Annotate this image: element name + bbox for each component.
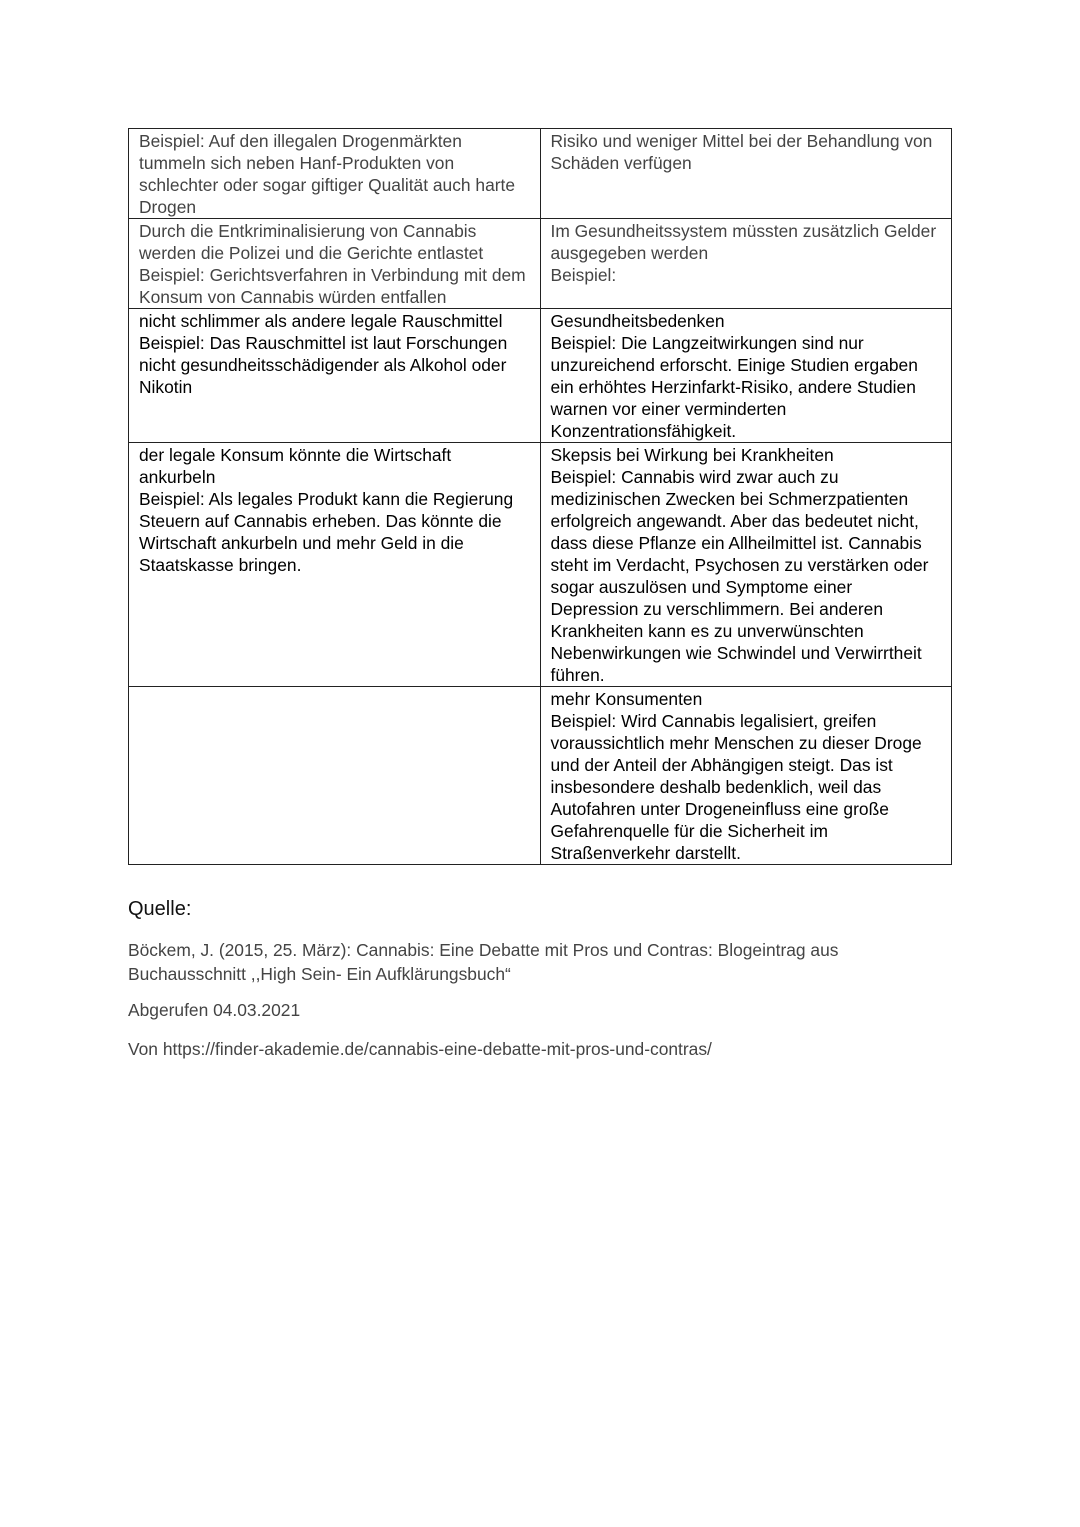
cell-line: Beispiel: Gerichtsverfahren in Verbindung mit dem <box>139 265 526 285</box>
cell-line: Durch die Entkriminalisierung von Cannabis <box>139 221 477 241</box>
cell-line: führen. <box>550 665 605 685</box>
table-row <box>129 129 952 219</box>
retrieved-date: Abgerufen 04.03.2021 <box>128 1000 301 1020</box>
cell-line: Konzentrationsfähigkeit. <box>550 421 737 441</box>
table-row <box>129 443 952 687</box>
cell-line: medizinischen Zwecken bei Schmerzpatienten <box>550 489 909 509</box>
pro-cell <box>129 219 541 309</box>
contra-cell <box>540 309 952 443</box>
cell-line: Beispiel: Das Rauschmittel ist laut Forschungen <box>139 333 508 353</box>
cell-line: der legale Konsum könnte die Wirtschaft <box>139 445 452 465</box>
pro-cell-empty <box>129 687 541 865</box>
cell-line: steht im Verdacht, Psychosen zu verstärken oder <box>550 555 929 575</box>
table-row <box>129 687 952 865</box>
cell-line: Konsum von Cannabis würden entfallen <box>139 287 447 307</box>
cell-line: tummeln sich neben Hanf-Produkten von <box>139 153 455 173</box>
cell-line: Schäden verfügen <box>550 153 692 173</box>
cell-line: unzureichend erforscht. Einige Studien ergaben <box>550 355 918 375</box>
cell-line: Nebenwirkungen wie Schwindel und Verwirrtheit <box>550 643 922 663</box>
cell-line: dass diese Pflanze ein Allheilmittel ist. Cannabis <box>550 533 922 553</box>
cell-line: Autofahren unter Drogeneinfluss eine große <box>550 799 889 819</box>
pro-contra-table <box>128 128 952 865</box>
cell-line: Gesundheitsbedenken <box>550 311 725 331</box>
cell-line: ankurbeln <box>139 467 216 487</box>
pro-cell <box>129 443 541 687</box>
cell-line: nicht schlimmer als andere legale Rauschmittel <box>139 311 503 331</box>
cell-line: Skepsis bei Wirkung bei Krankheiten <box>550 445 834 465</box>
citation-line: Böckem, J. (2015, 25. März): Cannabis: Eine Debatte mit Pros und Contras: Blogeintrag aus <box>128 940 839 960</box>
cell-line: werden die Polizei und die Gerichte entlastet <box>139 243 484 263</box>
cell-line: erfolgreich angewandt. Aber das bedeutet nicht, <box>550 511 919 531</box>
table-row <box>129 219 952 309</box>
contra-cell <box>540 219 952 309</box>
cell-line: Beispiel: <box>550 265 617 285</box>
cell-line: Straßenverkehr darstellt. <box>550 843 741 863</box>
pro-cell <box>129 309 541 443</box>
cell-line: warnen vor einer verminderten <box>550 399 787 419</box>
cell-line: nicht gesundheitsschädigender als Alkohol oder <box>139 355 507 375</box>
cell-line: Beispiel: Als legales Produkt kann die Regierung <box>139 489 514 509</box>
citation-line: Buchausschnitt ,,High Sein- Ein Aufklärungsbuch“ <box>128 964 511 984</box>
cell-line: sogar auszulösen und Symptome einer <box>550 577 853 597</box>
cell-line: Beispiel: Auf den illegalen Drogenmärkten <box>139 131 462 151</box>
contra-cell <box>540 687 952 865</box>
cell-line: insbesondere deshalb bedenklich, weil das <box>550 777 882 797</box>
contra-cell <box>540 443 952 687</box>
cell-line: Krankheiten kann es zu unverwünschten <box>550 621 864 641</box>
cell-line: Drogen <box>139 197 197 217</box>
cell-line: mehr Konsumenten <box>550 689 703 709</box>
cell-line: Beispiel: Cannabis wird zwar auch zu <box>550 467 839 487</box>
cell-line: Beispiel: Die Langzeitwirkungen sind nur <box>550 333 864 353</box>
table-row <box>129 309 952 443</box>
cell-line: Im Gesundheitssystem müssten zusätzlich Gelder <box>550 221 937 241</box>
cell-line: Nikotin <box>139 377 193 397</box>
cell-line: Gefahrenquelle für die Sicherheit im <box>550 821 828 841</box>
cell-line: ein erhöhtes Herzinfarkt-Risiko, andere Studien <box>550 377 916 397</box>
cell-line: schlechter oder sogar giftiger Qualität auch harte <box>139 175 516 195</box>
cell-line: voraussichtlich mehr Menschen zu dieser Droge <box>550 733 922 753</box>
cell-line: Steuern auf Cannabis erheben. Das könnte die <box>139 511 502 531</box>
cell-line: Staatskasse bringen. <box>139 555 302 575</box>
source-citation <box>128 938 838 986</box>
cell-line: Wirtschaft ankurbeln und mehr Geld in die <box>139 533 464 553</box>
source-heading: Quelle: <box>128 898 192 920</box>
contra-cell <box>540 129 952 219</box>
cell-line: Risiko und weniger Mittel bei der Behandlung von <box>550 131 933 151</box>
pro-cell <box>129 129 541 219</box>
cell-line: und der Anteil der Abhängigen steigt. Das ist <box>550 755 893 775</box>
source-url: Von https://finder-akademie.de/cannabis-eine-debatte-mit-pros-und-contras/ <box>128 1039 712 1059</box>
cell-line: Beispiel: Wird Cannabis legalisiert, greifen <box>550 711 877 731</box>
cell-line: ausgegeben werden <box>550 243 709 263</box>
cell-line: Depression zu verschlimmern. Bei anderen <box>550 599 884 619</box>
